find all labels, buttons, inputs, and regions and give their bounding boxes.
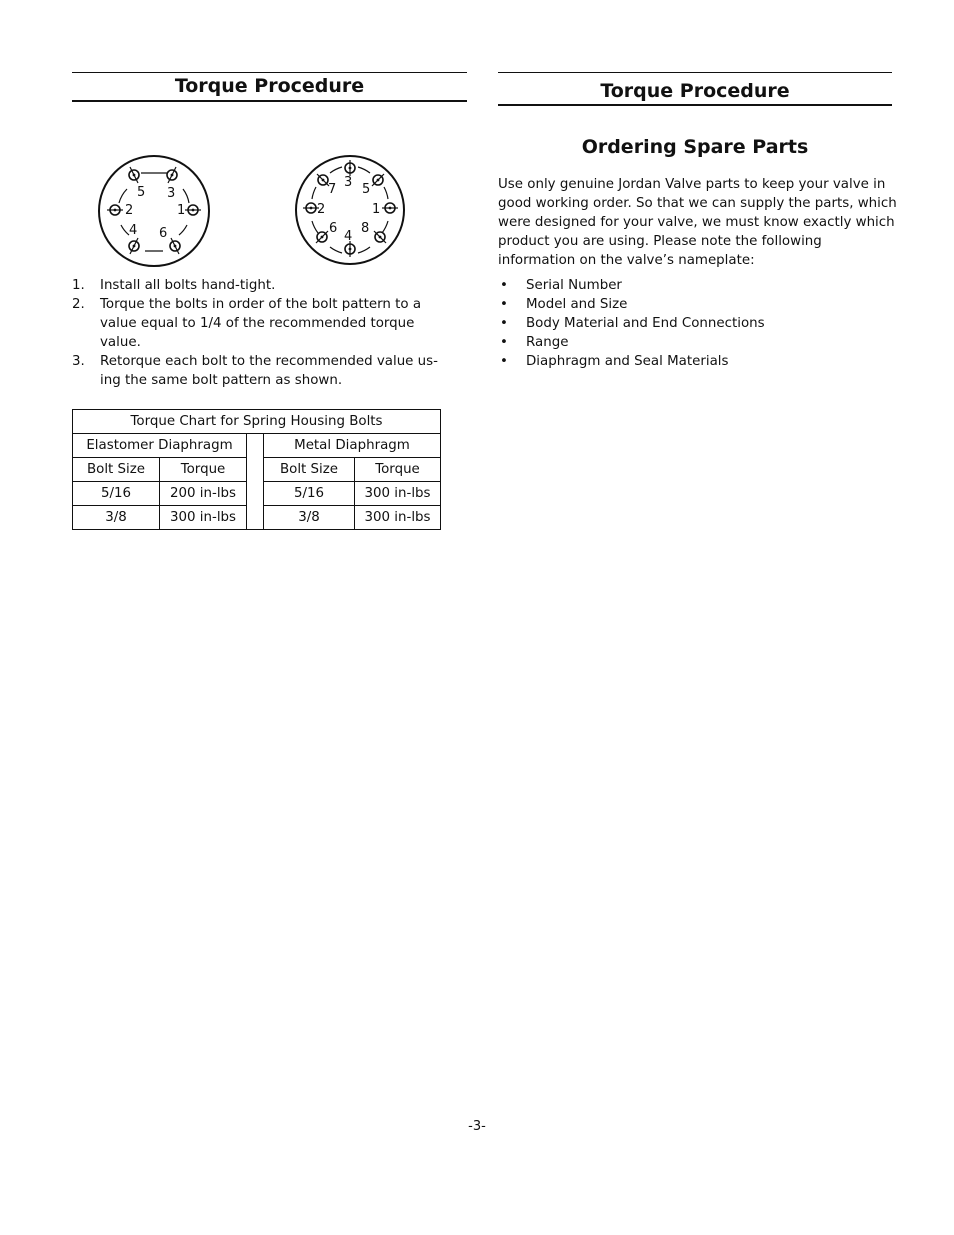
bolt-pattern-diagrams (72, 102, 467, 252)
table-spacer (247, 458, 264, 482)
table-row (73, 482, 441, 506)
page-number: -3- (468, 1119, 486, 1134)
table-cell: 3/8 (264, 506, 355, 530)
right-section-heading: Torque Procedure (498, 72, 892, 106)
nameplate-info-list (498, 276, 892, 371)
eight-bolt-label: 6 (329, 221, 338, 236)
step-text: Retorque each bolt to the recommended value us-ing the same bolt pattern as shown. (100, 354, 438, 388)
table-row (73, 506, 441, 530)
list-item (498, 314, 892, 333)
bullet-icon: • (500, 297, 508, 312)
list-item (498, 333, 892, 352)
column-header: Bolt Size (264, 458, 355, 482)
six-bolt-label: 6 (159, 226, 168, 241)
eight-bolt-label: 7 (328, 182, 337, 197)
table-cell: 5/16 (264, 482, 355, 506)
bullet-icon: • (500, 354, 508, 369)
bullet-text: Range (526, 335, 569, 350)
list-item (498, 276, 892, 295)
table-cell: 300 in-lbs (355, 506, 441, 530)
bullet-icon: • (500, 278, 508, 293)
eight-bolt-label: 4 (344, 229, 353, 244)
list-item (498, 352, 892, 371)
table-spacer (247, 434, 264, 458)
table-cell: 300 in-lbs (160, 506, 247, 530)
list-item (72, 295, 447, 352)
eight-bolt-label: 2 (317, 202, 326, 217)
metal-group-header: Metal Diaphragm (264, 434, 441, 458)
six-bolt-pattern-diagram (97, 153, 211, 269)
right-column (498, 72, 897, 371)
bullet-icon: • (500, 316, 508, 331)
bullet-text: Serial Number (526, 278, 622, 293)
eight-bolt-label: 8 (361, 221, 370, 236)
six-bolt-label: 1 (177, 203, 186, 218)
column-header: Bolt Size (73, 458, 160, 482)
step-number: 2. (72, 297, 85, 312)
column-header: Torque (355, 458, 441, 482)
six-bolt-label: 3 (167, 186, 176, 201)
table-title: Torque Chart for Spring Housing Bolts (73, 410, 441, 434)
bullet-text: Body Material and End Connections (526, 316, 765, 331)
eight-bolt-pattern-diagram (294, 151, 406, 269)
step-number: 1. (72, 278, 85, 293)
step-text: Torque the bolts in order of the bolt pattern to a value equal to 1/4 of the recommended torque value. (100, 297, 422, 350)
ordering-spare-parts-heading: Ordering Spare Parts (581, 136, 809, 158)
torque-steps-list (72, 276, 447, 390)
bullet-text: Diaphragm and Seal Materials (526, 354, 729, 369)
step-number: 3. (72, 354, 85, 369)
six-bolt-label: 5 (137, 185, 146, 200)
elastomer-group-header: Elastomer Diaphragm (73, 434, 247, 458)
bullet-icon: • (500, 335, 508, 350)
table-cell: 3/8 (73, 506, 160, 530)
six-bolt-label: 2 (125, 203, 134, 218)
torque-chart-table (72, 409, 441, 530)
list-item (72, 352, 447, 390)
table-cell: 5/16 (73, 482, 160, 506)
list-item (72, 276, 447, 295)
eight-bolt-label: 3 (344, 175, 353, 190)
table-spacer (247, 506, 264, 530)
table-row (73, 410, 441, 434)
table-cell: 300 in-lbs (355, 482, 441, 506)
eight-bolt-label: 5 (362, 182, 371, 197)
table-row (73, 434, 441, 458)
list-item (498, 295, 892, 314)
bullet-text: Model and Size (526, 297, 628, 312)
eight-bolt-label: 1 (372, 202, 381, 217)
table-row (73, 458, 441, 482)
table-cell: 200 in-lbs (160, 482, 247, 506)
ordering-paragraph: Use only genuine Jordan Valve parts to keep your valve in good working order. So that we can supply the parts, which were designed for your valve, we must know exactly which product you are using. Please note the following information on the valve’s nameplate: (498, 177, 897, 268)
left-section-heading: Torque Procedure (72, 72, 467, 102)
column-header: Torque (160, 458, 247, 482)
step-text: Install all bolts hand-tight. (100, 278, 276, 293)
left-column (72, 72, 467, 530)
six-bolt-label: 4 (129, 223, 138, 238)
table-spacer (247, 482, 264, 506)
